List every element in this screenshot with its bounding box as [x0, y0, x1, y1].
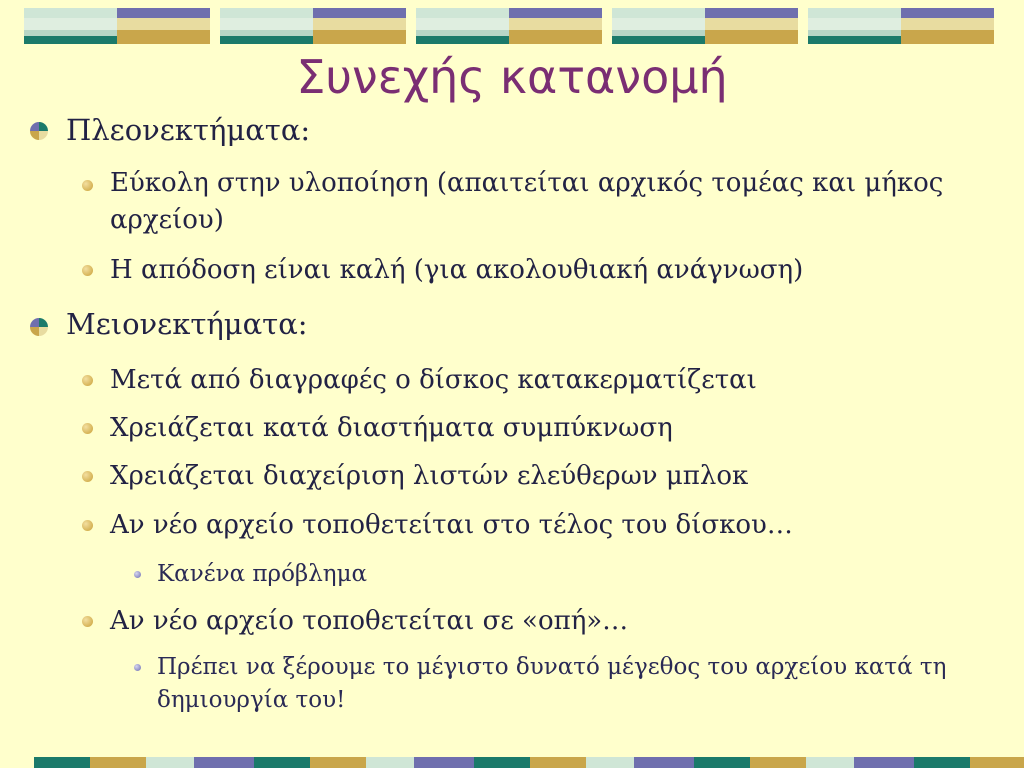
list-item: Αν νέο αρχείο τοποθετείται στο τέλος του δίσκου… — [110, 510, 793, 540]
level3-bullet-icon — [134, 664, 141, 671]
list-item: Εύκολη στην υλοποίηση (απαιτείται αρχικός τομέας και μήκος αρχείου) — [110, 168, 944, 235]
list-item: Αν νέο αρχείο τοποθετείται σε «οπή»… — [110, 606, 629, 636]
level2-bullet-icon — [82, 616, 93, 627]
slide-title: Συνεχής κατανομή — [296, 50, 728, 104]
level2-bullet-icon — [82, 265, 93, 276]
list-item: Χρειάζεται κατά διαστήματα συμπύκνωση — [110, 413, 673, 443]
level2-bullet-icon — [82, 423, 93, 434]
level1-bullet-icon — [30, 318, 48, 336]
sub-list-item: Πρέπει να ξέρουμε το μέγιστο δυνατό μέγεθος του αρχείου κατά τη δημιουργία του! — [157, 654, 947, 713]
top-decorative-band — [0, 8, 1024, 44]
level2-bullet-icon — [82, 520, 93, 531]
band-tile — [808, 8, 994, 44]
list-item: Η απόδοση είναι καλή (για ακολουθιακή ανάγνωση) — [110, 255, 804, 285]
section-heading: Πλεονεκτήματα: — [66, 113, 311, 147]
level2-bullet-icon — [82, 375, 93, 386]
section-heading: Μειονεκτήματα: — [66, 307, 308, 341]
bottom-decorative-band — [0, 757, 1024, 768]
band-tile — [220, 8, 406, 44]
level3-bullet-icon — [134, 571, 141, 578]
band-tile — [612, 8, 798, 44]
band-tile — [24, 8, 210, 44]
level1-bullet-icon — [30, 122, 48, 140]
level2-bullet-icon — [82, 180, 93, 191]
list-item: Μετά από διαγραφές ο δίσκος κατακερματίζεται — [110, 365, 757, 395]
sub-list-item: Κανένα πρόβλημα — [157, 561, 368, 587]
list-item: Χρειάζεται διαχείριση λιστών ελεύθερων μπλοκ — [110, 461, 749, 491]
band-tile — [416, 8, 602, 44]
level2-bullet-icon — [82, 471, 93, 482]
